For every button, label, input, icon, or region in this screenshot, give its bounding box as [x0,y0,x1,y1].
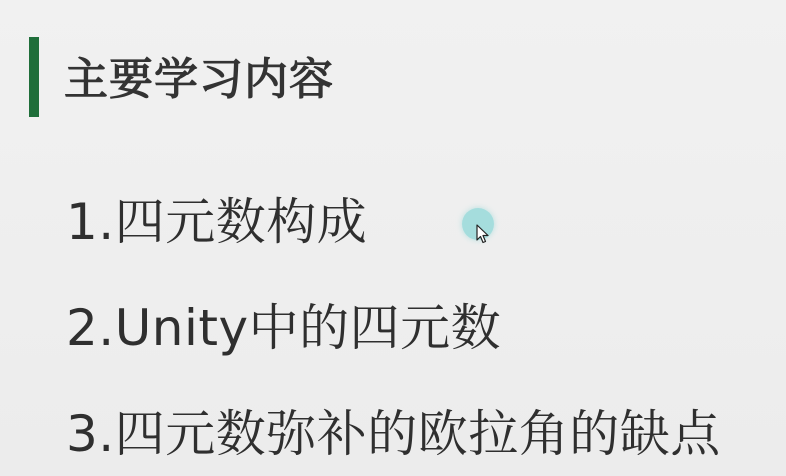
content-list [66,190,721,476]
list-item: 1.四元数构成 [66,193,368,251]
mouse-pointer-icon [476,224,490,244]
list-item: 3.四元数弥补的欧拉角的缺点 [66,405,721,463]
title-accent-bar [29,37,39,117]
slide-title: 主要学习内容 [64,54,334,105]
list-item: 2.Unity中的四元数 [66,299,502,357]
